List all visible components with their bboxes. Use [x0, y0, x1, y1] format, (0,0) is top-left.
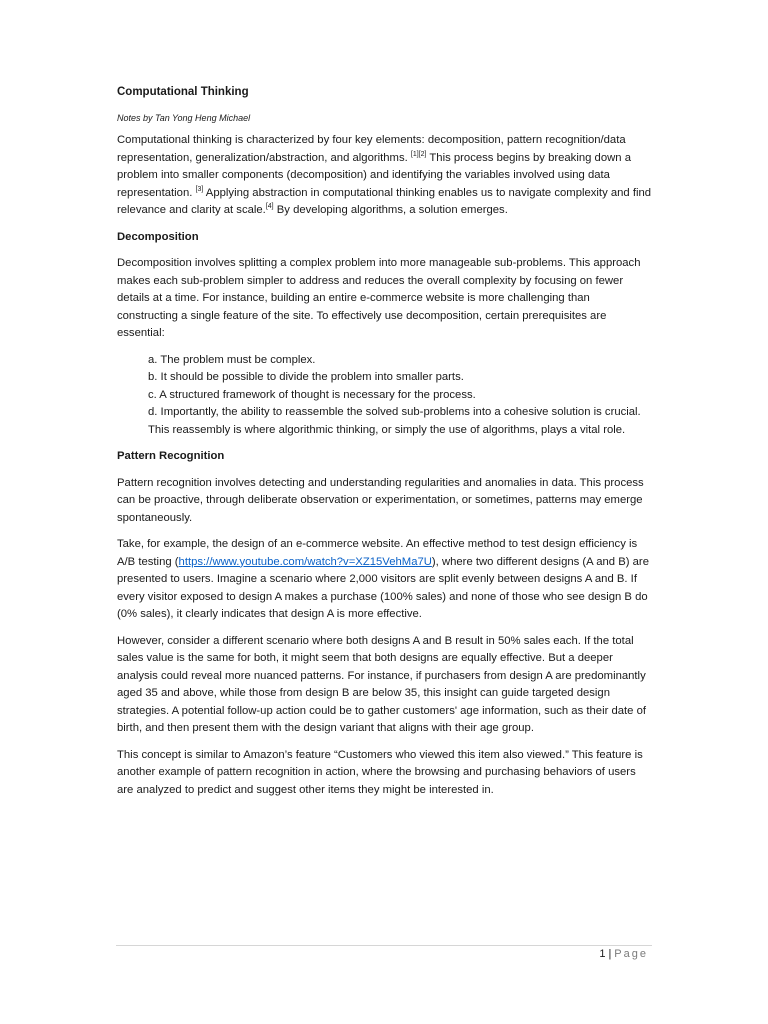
intro-text-3: Applying abstraction in computational thinking enables us to navigate complexity and find relevance and clarity at scale. — [117, 186, 652, 216]
intro-text-4: By developing algorithms, a solution emerges. — [273, 204, 508, 216]
page-number: 1 — [599, 948, 606, 960]
decomposition-paragraph: Decomposition involves splitting a complex problem into more manageable sub-problems. This approach makes each sub-problem simpler to address and reduces the overall complexity by focusing on fewer details at a time. For instance, building an entire e-commerce website is more challenging than constructing a single feature of the site. To effectively use decomposition, certain prerequisites are essential: — [117, 257, 641, 339]
intro-text-2: This process begins by breaking down a problem into smaller components (decomposition) and identifying the variables involved using data representation. — [117, 151, 631, 199]
pattern-paragraph-1: Pattern recognition involves detecting and understanding regularities and anomalies in data. This process can be proactive, through deliberate observation or experimentation, or sometimes, patterns may emerge spontaneously. — [117, 476, 644, 524]
footer-divider — [116, 945, 652, 946]
prerequisites-list — [148, 352, 652, 440]
pattern-paragraph-4: This concept is similar to Amazon’s feature “Customers who viewed this item also viewed.” This feature is another example of pattern recognition in action, where the browsing and purchasing behaviors of users are analyzed to predict and suggest other items they might be interested in. — [117, 748, 643, 796]
pattern-paragraph-3: However, consider a different scenario where both designs A and B result in 50% sales each. If the total sales value is the same for both, it might seem that both designs are equally effective. But a deeper analysis could reveal more nuanced patterns. For instance, if purchasers from design A are predominantly aged 35 and above, while those from design B are below 35, this insight can guide targeted design strategies. A potential follow-up action could be to gather customers' age information, such as their date of birth, and then present them with the design variant that aligns with their age group. — [117, 634, 647, 734]
pattern-paragraph-2 — [117, 536, 652, 624]
citation-ref-3: [3] — [195, 185, 204, 193]
intro-text-1: Computational thinking is characterized by four key elements: decomposition, pattern recognition/data representation, generalization/abstraction, and algorithms. — [117, 134, 626, 164]
youtube-link[interactable]: https://www.youtube.com/watch?v=XZ15VehMa7U — [178, 555, 432, 568]
list-item: b. It should be possible to divide the problem into smaller parts. — [148, 371, 464, 383]
author-line: Notes by Tan Yong Heng Michael — [117, 113, 251, 123]
citation-ref-1-2: [1][2] — [410, 150, 427, 158]
pattern-p2-text-b: ), where two different designs (A and B) are presented to users. Imagine a scenario where 2,000 visitors are split evenly between designs A and B. If every visitor exposed to design A makes a purchase (100% sales) and none of those who see design B do (0% sales), it clearly indicates that design A is more effective. — [117, 555, 649, 620]
intro-paragraph — [117, 132, 652, 220]
footer-separator: | — [608, 948, 612, 960]
list-item: c. A structured framework of thought is necessary for the process. — [148, 388, 476, 401]
decomposition-heading: Decomposition — [117, 230, 199, 243]
list-item: d. Importantly, the ability to reassemble the solved sub-problems into a cohesive solution is crucial. This reassembly is where algorithmic thinking, or simply the use of algorithms, plays a vital role. — [148, 406, 641, 436]
pattern-p2-text-a: Take, for example, the design of an e-commerce website. An effective method to test design efficiency is A/B testing ( — [117, 538, 638, 568]
document-title: Computational Thinking — [117, 86, 249, 98]
list-item: a. The problem must be complex. — [148, 353, 316, 366]
page-label: Page — [614, 948, 648, 960]
citation-ref-4: [4] — [265, 203, 274, 211]
pattern-recognition-heading: Pattern Recognition — [117, 450, 225, 462]
page-footer — [599, 948, 648, 960]
